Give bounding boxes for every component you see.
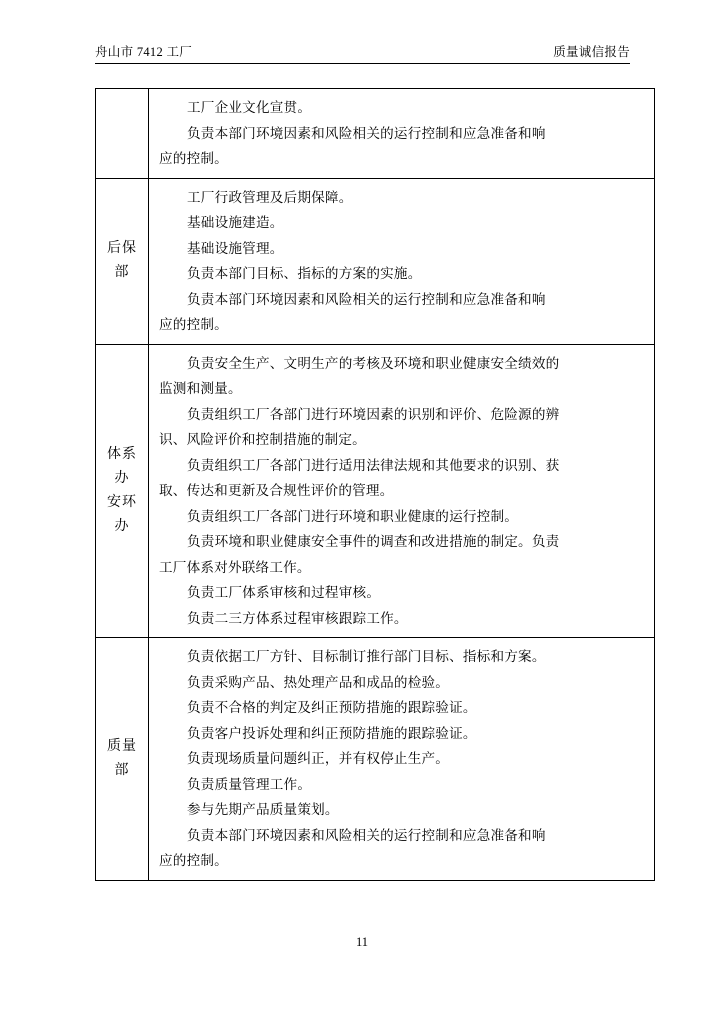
table-row [96, 344, 655, 638]
duty-line: 负责现场质量问题纠正，并有权停止生产。 [187, 751, 450, 766]
table-cell-department [96, 344, 149, 638]
duty-line: 参与先期产品质量策划。 [187, 802, 339, 817]
page-header [95, 44, 630, 64]
duty-line: 基础设施管理。 [187, 240, 284, 256]
duty-line: 负责客户投诉处理和纠正预防措施的跟踪验证。 [187, 725, 477, 741]
duty-line: 负责本部门目标、指标的方案的实施。 [187, 266, 422, 281]
duty-line: 工厂体系对外联络工作。 [159, 559, 311, 575]
header-left-text: 舟山市 7412 工厂 [95, 45, 193, 59]
duty-line: 取、传达和更新及合规性评价的管理。 [159, 483, 394, 498]
header-right-text: 质量诚信报告 [553, 45, 630, 59]
table-cell-department [96, 638, 149, 881]
department-label-part: 办 [114, 470, 130, 486]
table-cell-duties [149, 344, 655, 638]
department-label-part: 办 [114, 518, 130, 534]
table-row [96, 89, 655, 179]
duty-line: 识、风险评价和控制措施的制定。 [159, 432, 366, 447]
duty-line: 工厂企业文化宣贯。 [187, 100, 312, 115]
duty-line: 负责依据工厂方针、目标制订推行部门目标、指标和方案。 [187, 649, 546, 664]
department-label-part: 部 [114, 762, 130, 778]
department-label-part: 质量 [107, 738, 137, 754]
department-label-part: 安环 [107, 494, 137, 510]
duty-line: 负责组织工厂各部门进行环境和职业健康的运行控制。 [187, 508, 519, 524]
duty-line: 负责工厂体系审核和过程审核。 [187, 585, 381, 600]
duty-line: 负责安全生产、文明生产的考核及环境和职业健康安全绩效的 [187, 355, 560, 371]
duty-line: 基础设施建造。 [187, 215, 284, 230]
table-row [96, 638, 655, 881]
page-footer [0, 935, 724, 950]
table-cell-department [96, 89, 149, 179]
table-cell-department [96, 178, 149, 344]
table-cell-duties [149, 638, 655, 881]
duty-line: 应的控制。 [159, 853, 228, 868]
page-number: 11 [355, 935, 369, 949]
duty-line: 负责采购产品、热处理产品和成品的检验。 [187, 674, 450, 690]
duty-line: 负责不合格的判定及纠正预防措施的跟踪验证。 [187, 700, 477, 715]
duty-line: 负责组织工厂各部门进行环境因素的识别和评价、危险源的辨 [187, 406, 560, 422]
department-label-part: 部 [114, 265, 130, 280]
duty-line: 监测和测量。 [159, 381, 242, 396]
duty-line: 负责本部门环境因素和风险相关的运行控制和应急准备和响 [187, 125, 546, 141]
responsibilities-table [95, 88, 655, 881]
table-row [96, 178, 655, 344]
duty-line: 负责本部门环境因素和风险相关的运行控制和应急准备和响 [187, 291, 546, 307]
duty-line: 负责本部门环境因素和风险相关的运行控制和应急准备和响 [187, 827, 546, 843]
table-cell-duties [149, 178, 655, 344]
duty-line: 应的控制。 [159, 317, 228, 332]
department-label-part: 后保 [107, 241, 137, 256]
duty-line: 负责质量管理工作。 [187, 776, 312, 792]
duty-line: 负责环境和职业健康安全事件的调查和改进措施的制定。负责 [187, 534, 560, 549]
duty-line: 工厂行政管理及后期保障。 [187, 189, 353, 205]
table-body [96, 89, 655, 881]
department-label-part: 体系 [107, 446, 137, 462]
duty-line: 负责组织工厂各部门进行适用法律法规和其他要求的识别、获 [187, 457, 560, 473]
duty-line: 负责二三方体系过程审核跟踪工作。 [187, 610, 408, 626]
duty-line: 应的控制。 [159, 151, 228, 166]
table-cell-duties [149, 89, 655, 179]
